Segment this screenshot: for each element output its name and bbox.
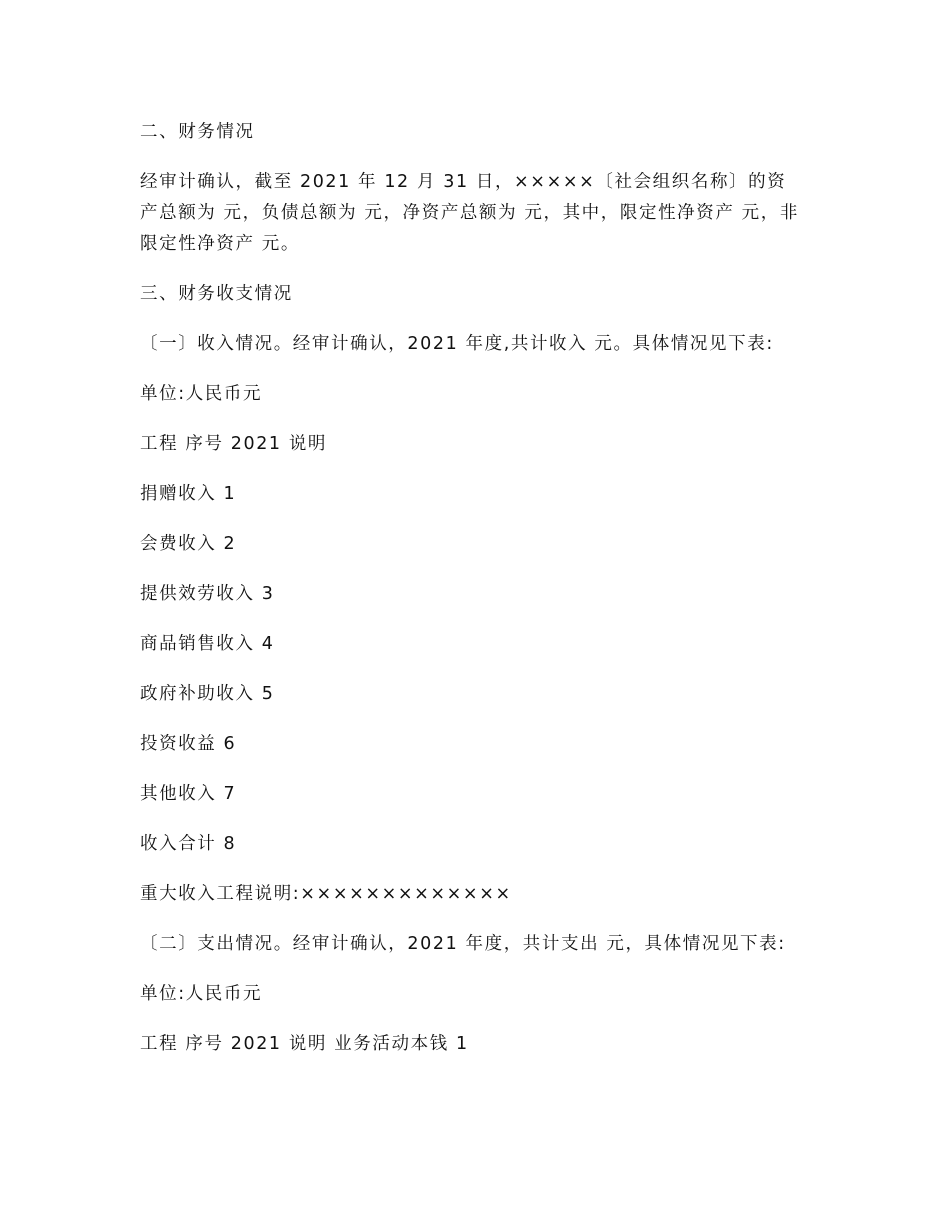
income-row-subsidy: 政府补助收入 5 (140, 684, 275, 704)
income-row-donation: 捐赠收入 1 (140, 484, 237, 504)
income-note: 重大收入工程说明:××××××××××××× (140, 884, 512, 904)
expense-intro-paragraph: 〔二〕支出情况。经审计确认，2021 年度，共计支出 元，具体情况见下表: (140, 934, 786, 954)
expense-table-header: 工程 序号 2021 说明 业务活动本钱 1 (140, 1034, 469, 1054)
income-row-total: 收入合计 8 (140, 834, 237, 854)
income-row-investment: 投资收益 6 (140, 734, 237, 754)
income-unit-line: 单位:人民币元 (140, 384, 263, 404)
income-row-membership: 会费收入 2 (140, 534, 237, 554)
section-heading-income-expense: 三、财务收支情况 (140, 284, 293, 304)
income-row-sales: 商品销售收入 4 (140, 634, 275, 654)
income-table-header: 工程 序号 2021 说明 (140, 434, 328, 454)
income-row-services: 提供效劳收入 3 (140, 584, 275, 604)
income-intro-paragraph: 〔一〕收入情况。经审计确认，2021 年度,共计收入 元。具体情况见下表: (140, 334, 774, 354)
document-page (140, 117, 805, 1079)
section-heading-financial-status: 二、财务情况 (140, 122, 255, 142)
income-row-other: 其他收入 7 (140, 784, 237, 804)
financial-status-paragraph: 经审计确认，截至 2021 年 12 月 31 日，×××××〔社会组织名称〕的资产总额为 元，负债总额为 元，净资产总额为 元，其中，限定性净资产 元，非限定性净资产 元。 (140, 172, 799, 254)
expense-unit-line: 单位:人民币元 (140, 984, 263, 1004)
